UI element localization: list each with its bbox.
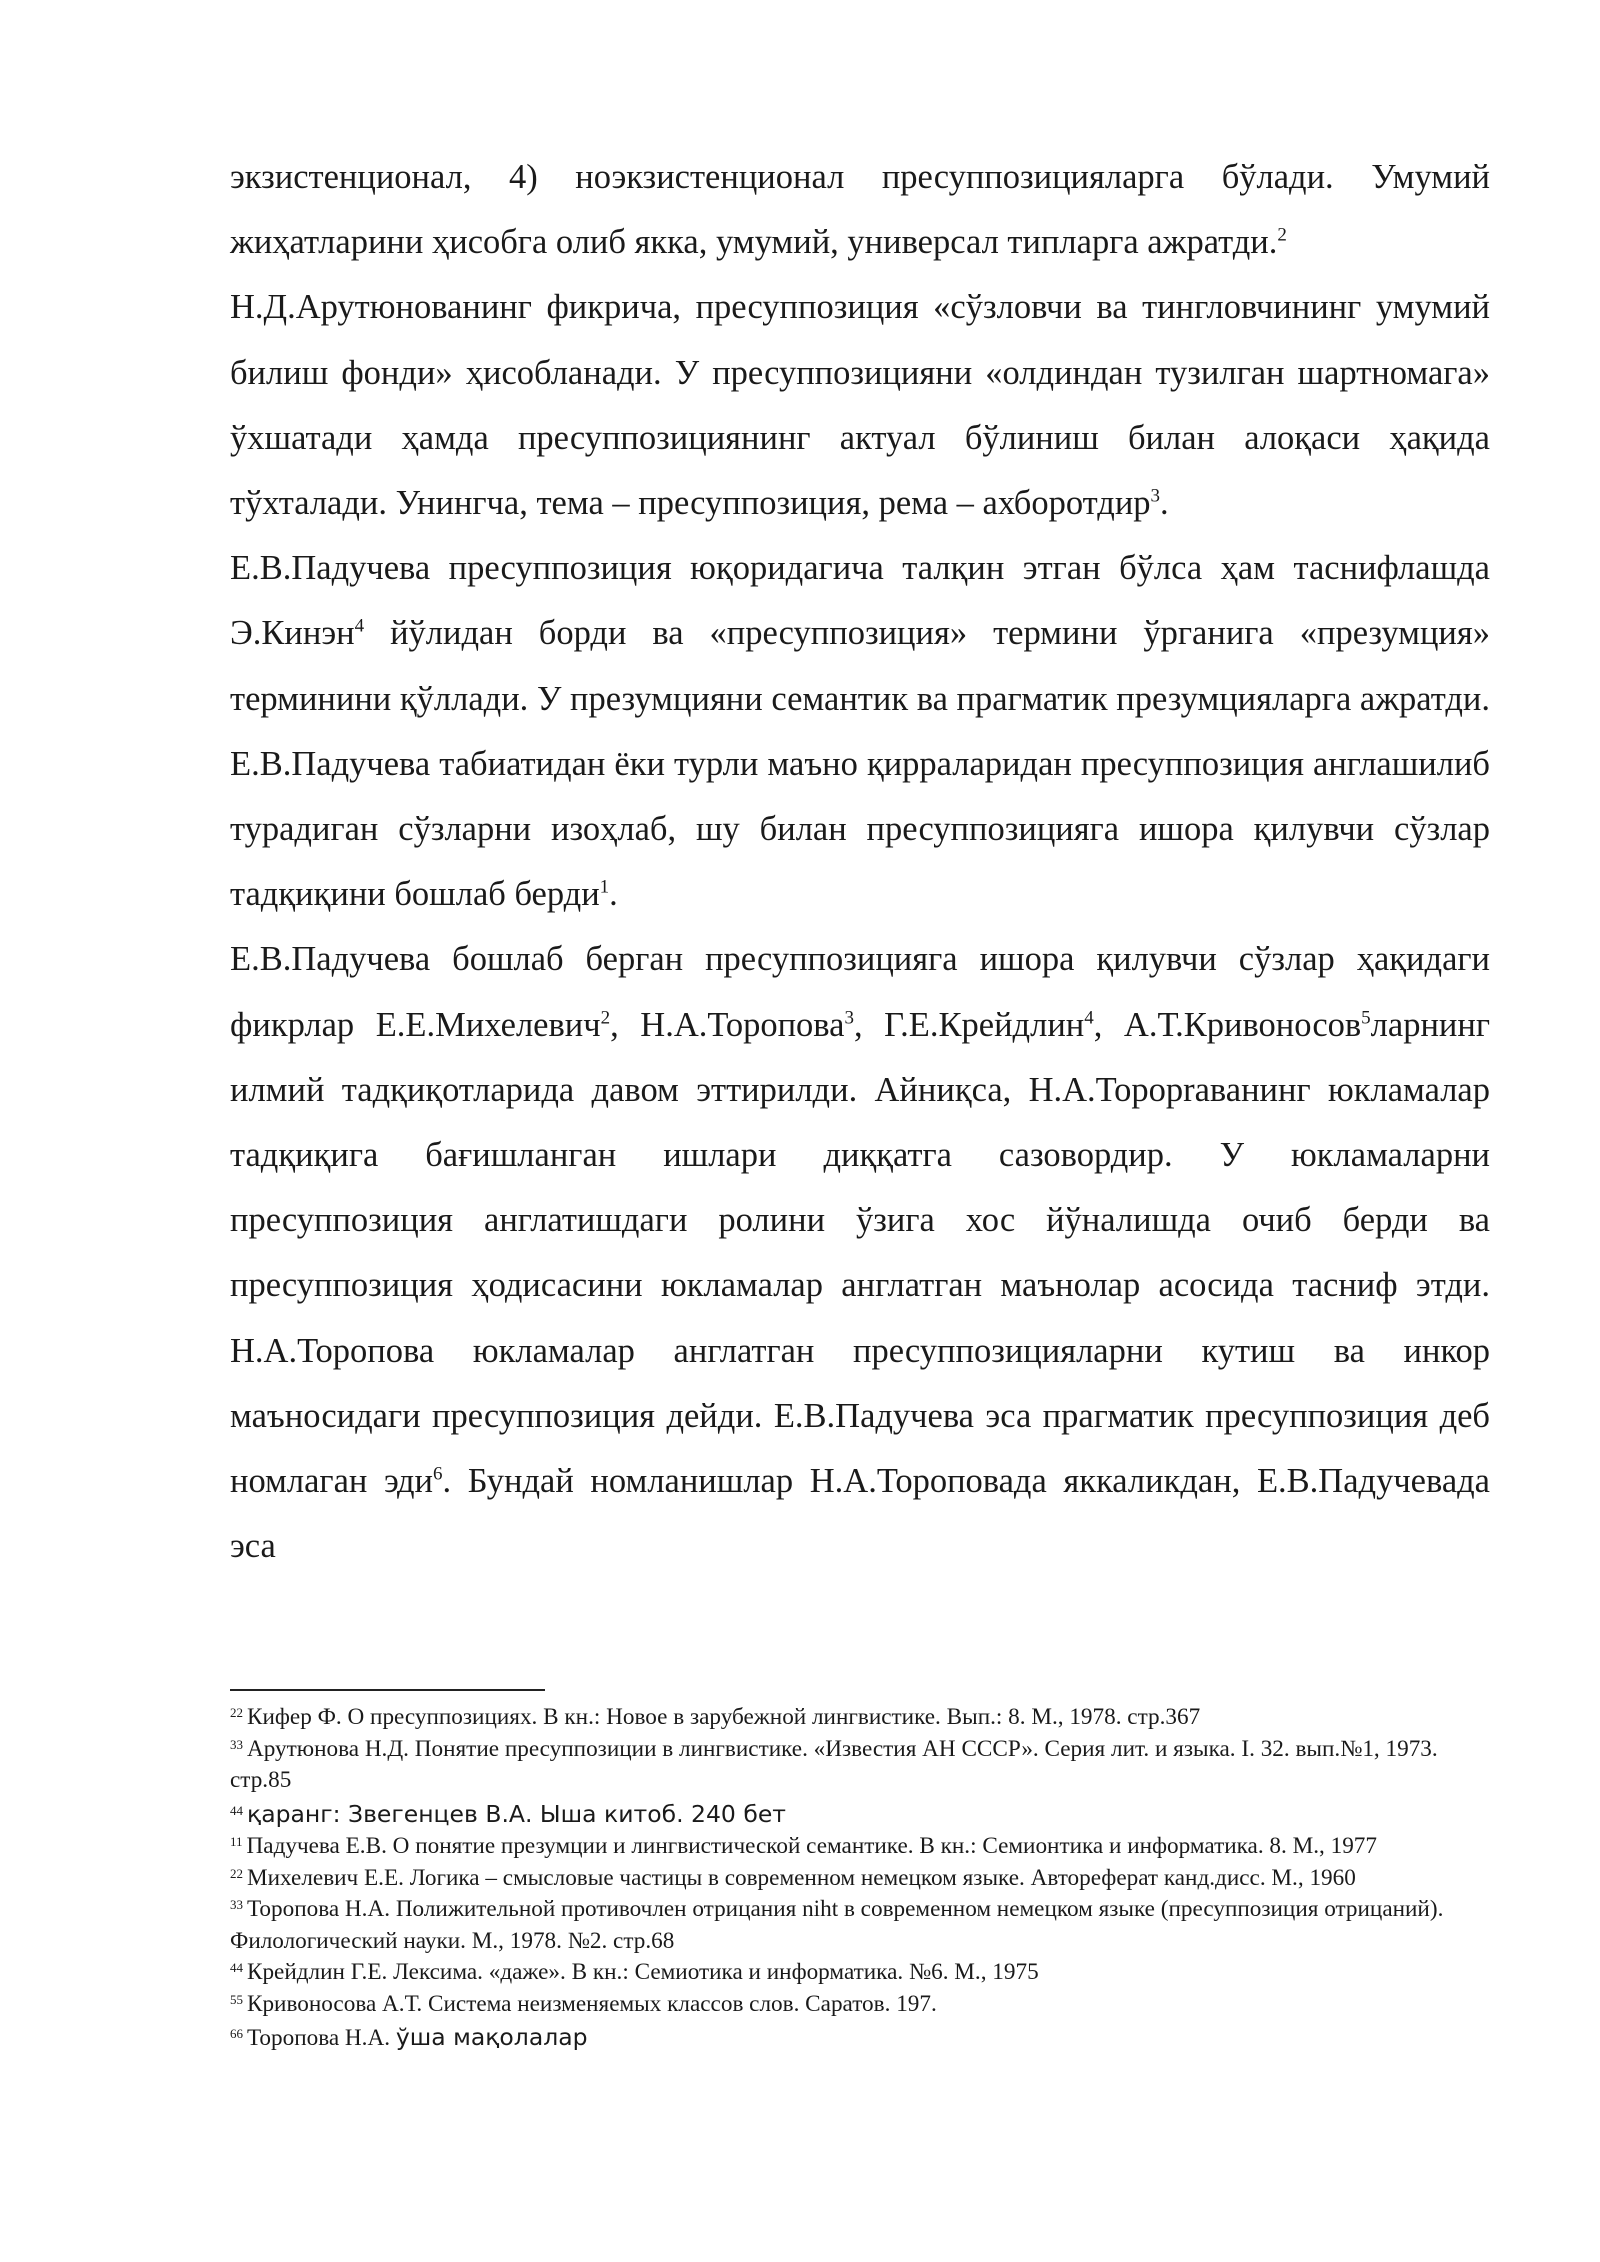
paragraph-1: экзистенционал, 4) ноэкзистенционал пресуппозицияларга бўлади. Умумий жиҳатларини ҳисобга олиб якка, умумий, универсал типларга ажратди.$^2$ (230, 158, 1490, 262)
footnote-ref: 4 (354, 615, 365, 637)
paragraph-2: Н.Д.Арутюнованинг фикрича, пресуппозиция «сўзловчи ва тингловчининг умумий билиш фонди» ҳисобланади. У пресуппозицияни «олдиндан тузилган шартномага» ўхшатади ҳамда пресуппозициянинг актуал бўлиниш билан алоқаси ҳақида тўхталади. Унингча, тема – пресуппозиция, рема – ахборотдир$^3$. (230, 288, 1490, 523)
footnote: $^{66}$ Торопова Н.А. ўша мақолалар (230, 2023, 588, 2051)
footnote-separator (230, 1689, 545, 1691)
paragraph-4: Е.В.Падучева бошлаб берган пресуппозицияга ишора қилувчи сўзлар ҳақидаги фикрлар Е.Е.Михелевич$^2$, Н.А.Торопова$^3$, Г.Е.Крейдлин$^4$, А.Т.Кривоносов$^5$ларнинг илмий тадқиқотларида давом эттирилди. Айниқса, Н.А.Тороpraванинг юкламалар тадқиқига бағишланган ишлари диққатга сазовордир. У юкламаларни пресуппозиция англатишдаги ролини ўзига хос йўналишда очиб берди ва пресуппозиция ҳодисасини юкламалар англатган маънолар асосида тасниф этди. Н.А.Торопова юкламалар англатган пресуппозицияларни кутиш ва инкор маъносидаги пресуппозиция дейди. Е.В.Падучева эса прагматик пресуппозиция деб номлаган эди$^6$. Бундай номланишлар Н.А.Тороповада яккаликдан, Е.В.Падучевада эса (230, 940, 1490, 1566)
footnote: $^{22}$ Кифер Ф. О пресуппозициях. В кн.: Новое в зарубежной лингвистике. Вып.: 8. М., 1978. стр.367 (230, 1704, 1201, 1730)
footnote-ref: 1 (599, 876, 610, 898)
paragraph-3: Е.В.Падучева пресуппозиция юқоридагича талқин этган бўлса ҳам таснифлашда Э.Кинэн$^4$ йўлидан борди ва «пресуппозиция» термини ўрганига «презумция» терминини қўллади. У презумцияни семантик ва прагматик презумцияларга ажратди. Е.В.Падучева табиатидан ёки турли маъно қирраларидан пресуппозиция англашилиб турадиган сўзларни изоҳлаб, шу билан пресуппозицияга ишора қилувчи сўзлар тадқиқини бошлаб берди$^1$. (230, 549, 1490, 914)
footnote: $^{11}$ Падучева Е.В. О понятие презумции и лингвистической семантике. В кн.: Семионтика и информатика. 8. М., 1977 (230, 1833, 1377, 1859)
body-text (230, 145, 1490, 1579)
footnote-ref: 3 (1150, 485, 1161, 507)
footnote-ref: 6 (433, 1463, 443, 1485)
footnote: $^{44}$ қаранг: Звегенцев В.А. Ыша китоб. 240 бет (230, 1799, 786, 1828)
footnote: $^{55}$ Кривоносова А.Т. Система неизменяемых классов слов. Саратов. 197. (230, 1990, 937, 2017)
footnote-ref: 2 (600, 1007, 611, 1029)
footnote: $^{33}$ Арутюнова Н.Д. Понятие пресуппозиции в лингвистике. «Известия АН СССР». Серия лит. и языка. I. 32. вып.№1, 1973. стр.85 (230, 1735, 1438, 1793)
footnotes (230, 1702, 1492, 2055)
footnote-ref: 2 (1277, 224, 1287, 246)
footnote-ref: 3 (844, 1007, 854, 1029)
footnote: $^{44}$ Крейдлин Г.Е. Лексима. «даже». В кн.: Семиотика и информатика. №6. М., 1975 (230, 1959, 1039, 1985)
footnote: $^{22}$ Михелевич Е.Е. Логика – смысловые частицы в современном немецком языке. Автореферат канд.дисс. М., 1960 (230, 1864, 1356, 1891)
footnote-ref: 5 (1361, 1007, 1371, 1029)
footnote: $^{33}$ Торопова Н.А. Полижительной противочлен отрицания niht в современном немецком языке (пресуппозиция отрицаний). Филологический науки. М., 1978. №2. стр.68 (230, 1896, 1444, 1954)
footnote-ref: 4 (1084, 1007, 1094, 1029)
